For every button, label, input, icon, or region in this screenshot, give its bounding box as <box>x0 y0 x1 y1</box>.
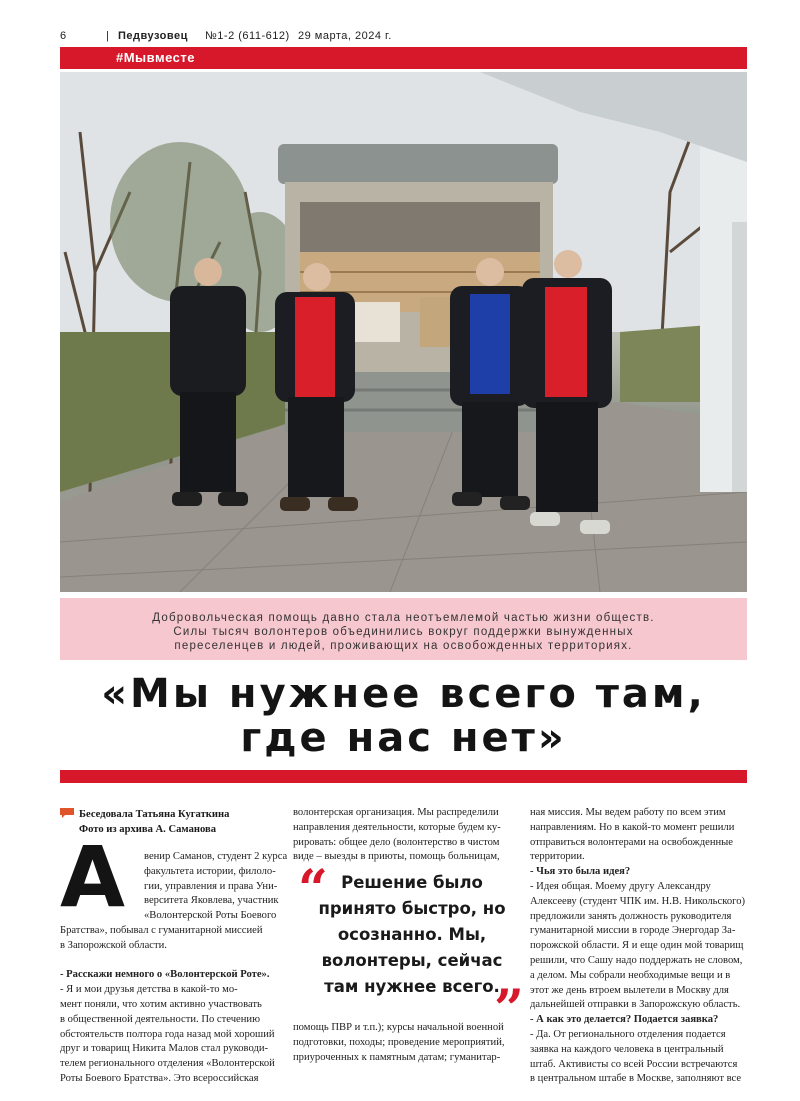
text-line <box>60 954 275 969</box>
text-column-3 <box>530 806 748 1087</box>
text-line: приуроченных к памятным датам; гуманитар- <box>293 1051 501 1063</box>
article-headline <box>60 672 747 760</box>
text-line: порожской области. Я и еще один мой товарищ <box>530 940 744 952</box>
quote-open-mark: “ <box>298 859 328 920</box>
byline-interviewer: Беседовала Татьяна Кугаткина <box>79 809 230 820</box>
text-line: телем регионального отделения «Волонтерской <box>60 1058 275 1070</box>
pull-quote <box>298 859 526 1000</box>
text-line: в центральном штабе в Москве, заполняют все <box>530 1073 742 1085</box>
text-column-2 <box>293 806 511 865</box>
text-line: этот же день втроем вылетели в Москву для <box>530 984 729 996</box>
headline-line: «Мы нужнее всего там, <box>101 671 706 717</box>
byline-photo-credit: Фото из архива А. Саманова <box>79 823 217 835</box>
pull-quote-line: волонтеры, сейчас <box>321 951 503 970</box>
speech-bubble-icon <box>60 808 74 818</box>
text-line: - Я и мои друзья детства в какой-то мо- <box>60 984 238 996</box>
issue-number: №1-2 (611-612) <box>205 30 290 42</box>
text-line: подготовки, походы; проведение мероприятий, <box>293 1036 505 1048</box>
text-line: ная миссия. Мы ведем работу по всем этим <box>530 807 726 818</box>
text-line: решили, что Сашу надо поддержать не словом, <box>530 954 743 966</box>
caption-line: Силы тысяч волонтеров объединились вокруг поддержки вынужденных <box>173 626 634 638</box>
pull-quote-line: осознанно. Мы, <box>337 925 487 944</box>
running-header <box>60 30 750 46</box>
page-number: 6 <box>60 30 67 42</box>
pull-quote-line: там нужнее всего. <box>324 977 500 996</box>
text-line: виде – выезды в приюты, помощь больницам, <box>293 851 500 863</box>
text-line: венир Саманов, студент 2 курса <box>144 851 288 862</box>
text-line: отправиться волонтерами на освобожденные <box>530 836 734 848</box>
text-line: рировать: общее дело (волонтерство в чистом <box>293 836 500 848</box>
text-column-1 <box>60 850 288 1087</box>
interview-question: - А как это делается? Подается заявка? <box>530 1014 719 1026</box>
text-line: в Запорожской области. <box>60 939 167 951</box>
text-line: верситета Яковлева, участник <box>144 895 279 907</box>
text-line: направления деятельности, которые будем ку- <box>293 821 501 833</box>
text-line: - Да. От регионального отделения подается <box>530 1028 726 1040</box>
pull-quote-line: Решение было <box>341 873 483 892</box>
text-line: помощь ПВР и т.п.); курсы начальной военной <box>293 1022 504 1033</box>
quote-close-mark: ” <box>494 979 524 1040</box>
photo-caption <box>60 598 747 660</box>
text-line: гуманитарной миссии в городе Энергодар За- <box>530 925 736 937</box>
text-column-2-bottom <box>293 1021 511 1065</box>
text-line: Алексееву (студент ЧПК им. Н.В. Никольского) <box>530 895 746 907</box>
text-line: Братства», побывал с гуманитарной миссией <box>60 924 263 936</box>
caption-line: переселенцев и людей, проживающих на освобожденных территориях. <box>174 640 633 652</box>
text-line: штаб. Активисты со всей России встречаются <box>530 1058 738 1070</box>
text-line: Роты Боевого Братства». Это всероссийская <box>60 1072 259 1084</box>
interview-question: - Чья это была идея? <box>530 866 631 878</box>
text-line: а делом. Мы собрали необходимые вещи и в <box>530 969 731 981</box>
section-tag-bar <box>60 47 747 69</box>
text-line: заявка на каждого человека в центральный <box>530 1043 724 1055</box>
headline-divider <box>60 770 747 783</box>
text-line: территории. <box>530 851 585 863</box>
text-line: обстоятельств полтора года назад мой хороший <box>60 1028 275 1040</box>
text-line: друг и товарищ Никита Малов стал руководи- <box>60 1043 269 1055</box>
newspaper-name: Педвузовец <box>118 30 188 42</box>
text-line: «Волонтерской Роты Боевого <box>144 910 277 922</box>
interview-question: - Расскажи немного о «Волонтерской Роте». <box>60 969 270 981</box>
text-line: в общественной деятельности. По стечению <box>60 1013 260 1025</box>
text-line: дальнейшей отправки в Запорожскую область. <box>530 999 741 1011</box>
text-line: - Идея общая. Моему другу Александру <box>530 880 711 892</box>
header-separator: | <box>106 30 110 42</box>
section-tag: #Мывместе <box>116 50 195 65</box>
text-line: волонтерская организация. Мы распределили <box>293 807 499 818</box>
headline-line: где нас нет» <box>240 715 567 761</box>
pull-quote-line: принято быстро, но <box>318 899 506 918</box>
text-line: предложили занять должность руководителя <box>530 910 732 922</box>
text-line: факультета истории, филоло- <box>144 865 276 877</box>
caption-line: Добровольческая помощь давно стала неотъемлемой частью жизни обществ. <box>152 612 655 624</box>
drop-cap: А <box>60 828 126 926</box>
issue-date: 29 марта, 2024 г. <box>298 30 392 42</box>
text-line: направлениям. Но в какой-то момент решили <box>530 821 735 833</box>
text-line: мент поняли, что хотим активно участвовать <box>60 998 262 1010</box>
photo-illustration <box>60 72 747 592</box>
article-photo <box>60 72 747 592</box>
text-line: гии, управления и права Уни- <box>144 880 278 892</box>
